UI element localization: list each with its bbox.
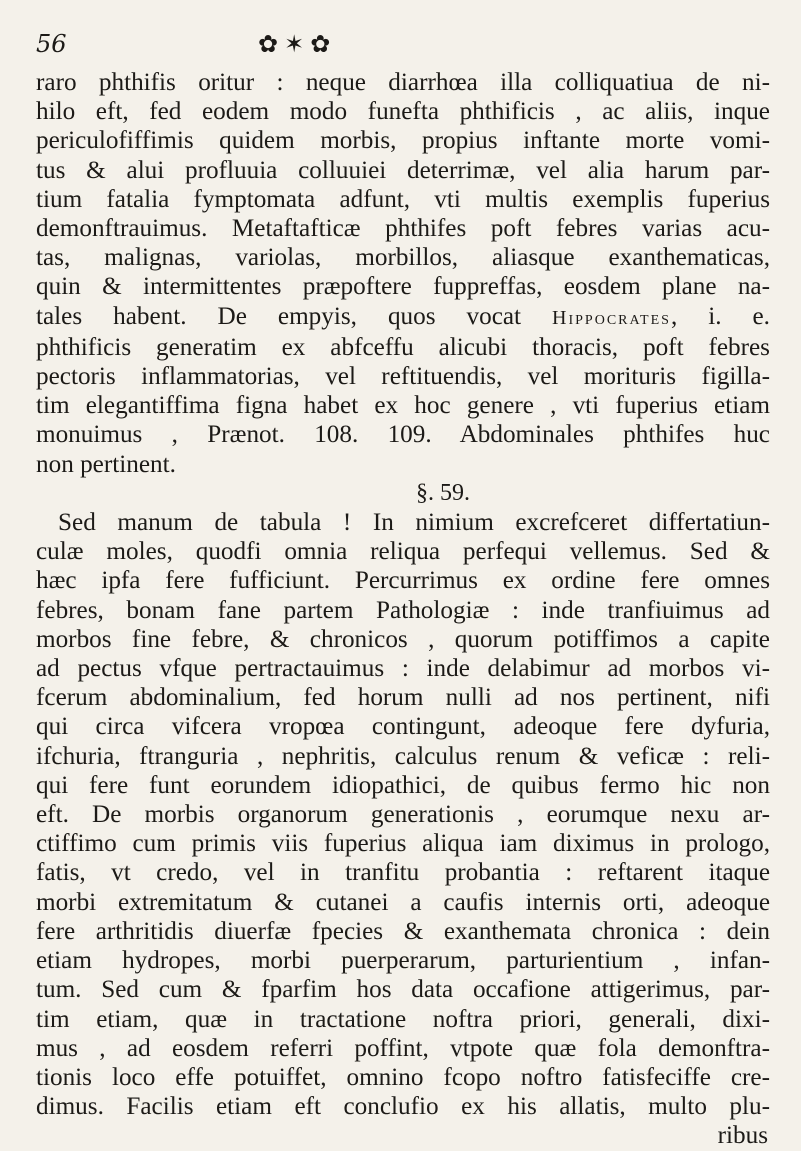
text-line: tionis loco effe potuiffet, omnino fcopo noftro fatisfeciffe cre- bbox=[36, 1063, 770, 1091]
text-line: ctiffimo cum primis viis fuperius aliqua iam diximus in prologo, bbox=[36, 830, 770, 858]
text-line: hilo eft, fed eodem modo funefta phthificis , ac aliis, inque bbox=[36, 98, 770, 126]
text-line: etiam hydropes, morbi puerperarum, parturientium , infan- bbox=[36, 947, 770, 975]
text-line: fatis, vt credo, vel in tranfitu probantia : reftarent itaque bbox=[36, 859, 770, 887]
text-line: tim elegantiffima figna habet ex hoc genere , vti fuperius etiam bbox=[36, 392, 770, 420]
text-fragment: tales habent. De empyis, quos vocat bbox=[36, 302, 553, 330]
paragraph-2 bbox=[36, 508, 770, 1121]
page-number: 56 bbox=[36, 30, 67, 58]
text-line: monuimus , Prænot. 108. 109. Abdominales phthifes huc bbox=[36, 421, 770, 449]
text-line: non pertinent. bbox=[36, 450, 176, 478]
text-line: fere arthritidis diuerfæ fpecies & exanthemata chronica : dein bbox=[36, 917, 770, 945]
text-line bbox=[36, 302, 770, 333]
catchword: ribus bbox=[717, 1122, 768, 1150]
text-line: culæ moles, quodfi omnia reliqua perfequi vellemus. Sed & bbox=[36, 538, 770, 566]
text-line: qui circa vifcera vropœa contingunt, adeoque fere dyfuria, bbox=[36, 713, 770, 741]
text-line: tum. Sed cum & fparfim hos data occafione attigerimus, par- bbox=[36, 976, 770, 1004]
text-line: tas, malignas, variolas, morbillos, aliasque exanthematicas, bbox=[36, 244, 770, 272]
text-line: Sed manum de tabula ! In nimium excrefceret differtatiun- bbox=[58, 509, 770, 537]
text-line: dimus. Facilis etiam eft conclufio ex his allatis, multo plu- bbox=[36, 1093, 770, 1121]
text-line: ifchuria, ftranguria , nephritis, calculus renum & veficæ : reli- bbox=[36, 742, 770, 770]
body-text bbox=[36, 68, 770, 1151]
author-name: Hippocrates bbox=[552, 306, 671, 329]
text-line: pectoris inflammatorias, vel reftituendis, vel morituris figilla- bbox=[36, 363, 770, 391]
text-line: febres, bonam fane partem Pathologiæ : inde tranfiuimus ad bbox=[36, 596, 770, 624]
text-line: raro phthifis oritur : neque diarrhœa illa colliquatiua de ni- bbox=[36, 69, 770, 96]
text-line: hæc ipfa fere fufficiunt. Percurrimus ex ordine fere omnes bbox=[36, 567, 770, 595]
paragraph-1 bbox=[36, 68, 770, 479]
text-line: quin & intermittentes præpoftere fuppreffas, eosdem plane na- bbox=[36, 273, 770, 301]
text-line: tium fatalia fymptomata adfunt, vti multis exemplis fuperius bbox=[36, 185, 770, 213]
text-line: morbi extremitatum & cutanei a caufis internis orti, adeoque bbox=[36, 888, 770, 916]
text-line: periculofiffimis quidem morbis, propius inftante morte vomi- bbox=[36, 127, 770, 155]
section-heading: §. 59. bbox=[416, 479, 470, 506]
text-line: ad pectus vfque pertractauimus : inde delabimur ad morbos vi- bbox=[36, 655, 770, 683]
page-header bbox=[36, 30, 756, 66]
text-line: tus & alui profluuia colluuiei deterrimæ, vel alia harum par- bbox=[36, 156, 770, 184]
text-line: phthificis generatim ex abfceffu alicubi thoracis, poft febres bbox=[36, 333, 770, 361]
text-fragment: , i. e. bbox=[670, 302, 770, 330]
header-ornament: ✿✶✿ bbox=[258, 30, 337, 58]
text-line: mus , ad eosdem referri poffint, vtpote quæ fola demonftra- bbox=[36, 1034, 770, 1062]
text-line: qui fere funt eorundem idiopathici, de quibus fermo hic non bbox=[36, 771, 770, 799]
text-line: demonftrauimus. Metaftafticæ phthifes poft febres varias acu- bbox=[36, 215, 770, 243]
text-line: tim etiam, quæ in tractatione noftra priori, generali, dixi- bbox=[36, 1005, 770, 1033]
text-line: morbos fine febre, & chronicos , quorum potiffimos a capite bbox=[36, 625, 770, 653]
text-line: fcerum abdominalium, fed horum nulli ad nos pertinent, nifi bbox=[36, 684, 770, 712]
text-line: eft. De morbis organorum generationis , eorumque nexu ar- bbox=[36, 801, 770, 829]
